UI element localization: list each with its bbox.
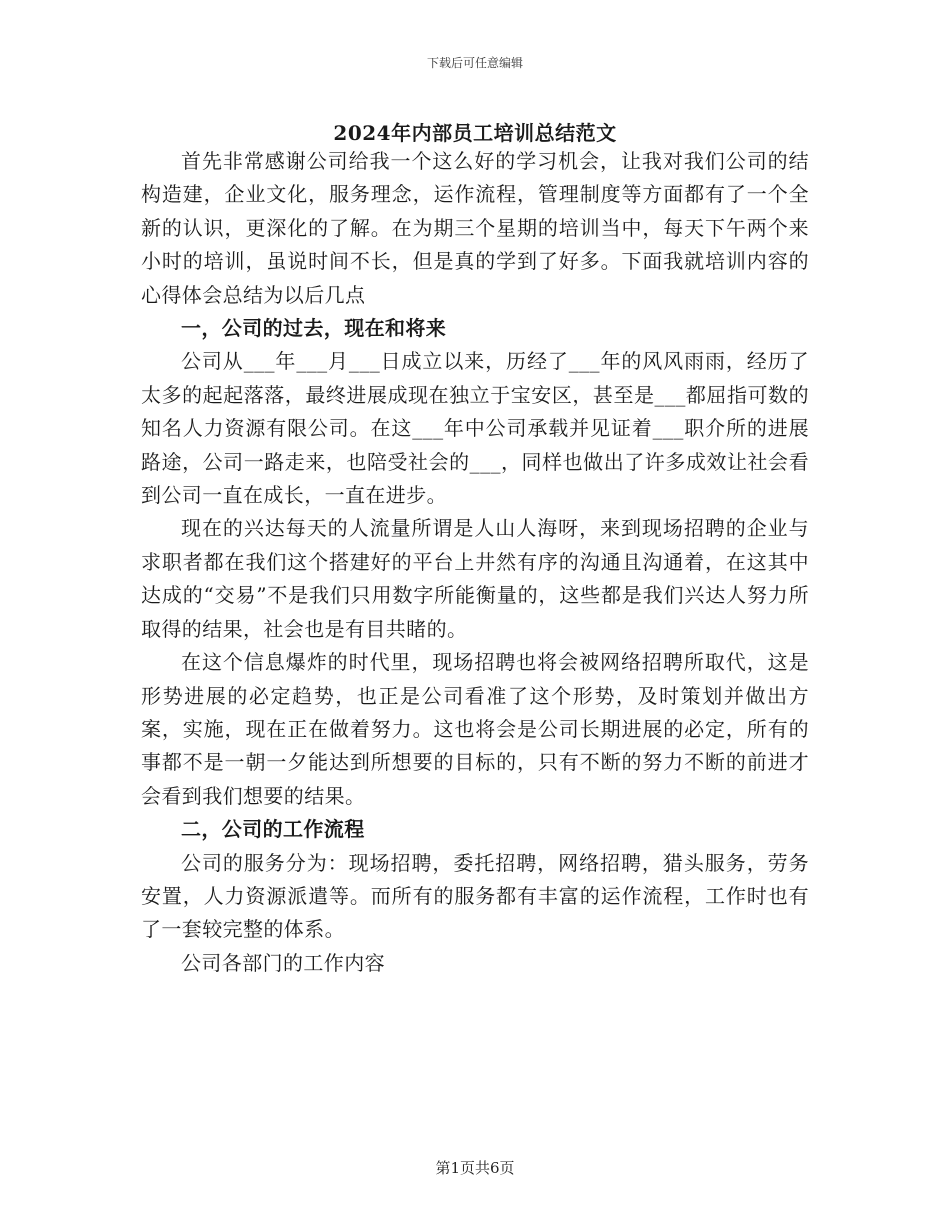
paragraph-services: 公司的服务分为：现场招聘，委托招聘，网络招聘，猎头服务，劳务安置，人力资源派遣等。而所有的服务都有丰富的运作流程，工作时也有了一套较完整的体系。 — [141, 850, 809, 942]
paragraph-history: 公司从___年___月___日成立以来，历经了___年的风风雨雨，经历了太多的起起落落，最终进展成现在独立于宝安区，甚至是___都屈指可数的知名人力资源有限公司。在这___年中公司承载并见证着___职介所的进展路途，公司一路走来，也陪受社会的___，同样也做出了许多成效让社会看到公司一直在成长，一直在进步。 — [141, 349, 809, 508]
paragraph-departments: 公司各部门的工作内容 — [181, 950, 385, 975]
paragraph-future: 在这个信息爆炸的时代里，现场招聘也将会被网络招聘所取代，这是形势进展的必定趋势，也正是公司看准了这个形势，及时策划并做出方案，实施，现在正在做着努力。这也将会是公司长期进展的必定，所有的事都不是一朝一夕能达到所想要的目标的，只有不断的努力不断的前进才会看到我们想要的结果。 — [141, 650, 809, 808]
paragraph-intro: 首先非常感谢公司给我一个这么好的学习机会，让我对我们公司的结构造建，企业文化，服务理念，运作流程，管理制度等方面都有了一个全新的认识，更深化的了解。在为期三个星期的培训当中，每天下午两个来小时的培训，虽说时间不长，但是真的学到了好多。下面我就培训内容的心得体会总结为以后几点 — [141, 149, 809, 307]
section-heading-1: 一，公司的过去，现在和将来 — [181, 316, 447, 341]
paragraph-current: 现在的兴达每天的人流量所谓是人山人海呀，来到现场招聘的企业与求职者都在我们这个搭建好的平台上井然有序的沟通且沟通着，在这其中达成的“交易”不是我们只用数字所能衡量的，这些都是我们兴达人努力所取得的结果，社会也是有目共睹的。 — [141, 516, 809, 641]
section-heading-2: 二，公司的工作流程 — [181, 817, 365, 842]
document-body — [141, 145, 809, 980]
page-footer: 第1页共6页 — [435, 1159, 515, 1177]
document-title: 2024年内部员工培训总结范文 — [333, 121, 617, 145]
header-note: 下载后可任意编辑 — [426, 56, 523, 70]
